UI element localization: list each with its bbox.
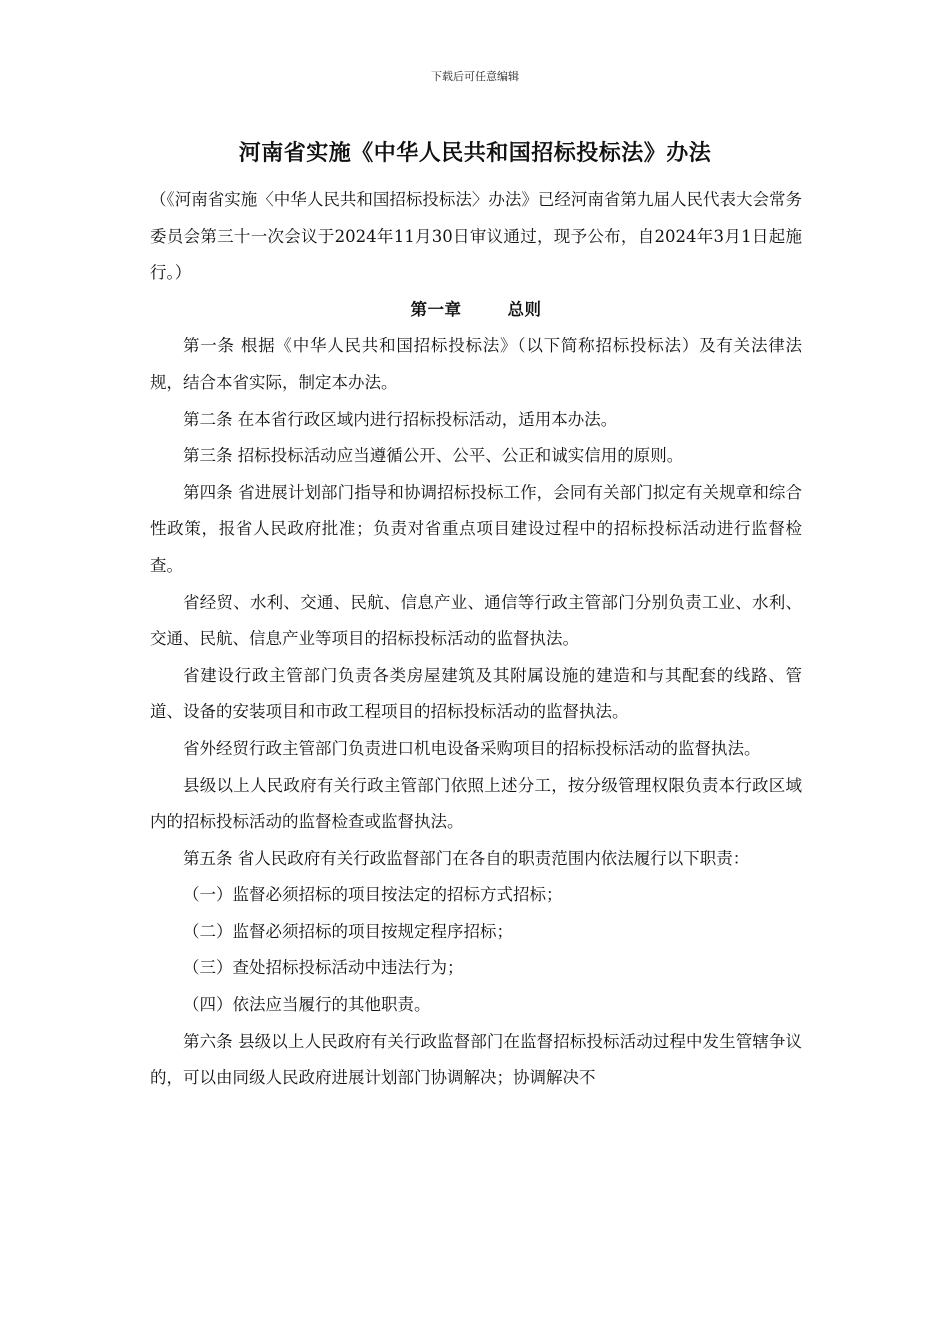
document-body bbox=[150, 182, 802, 1097]
article-4-paragraph-4: 省外经贸行政主管部门负责进口机电设备采购项目的招标投标活动的监督执法。 bbox=[183, 738, 761, 758]
chapter-heading bbox=[150, 292, 802, 329]
header-note: 下载后可任意编辑 bbox=[431, 70, 519, 83]
article-4-paragraph-5: 县级以上人民政府有关行政主管部门依照上述分工，按分级管理权限负责本行政区域内的招标投标活动的监督检查或监督执法。 bbox=[150, 775, 802, 832]
article-6: 第六条 县级以上人民政府有关行政监督部门在监督招标投标活动过程中发生管辖争议的，可以由同级人民政府进展计划部门协调解决；协调解决不 bbox=[150, 1031, 802, 1088]
preamble: （《河南省实施〈中华人民共和国招标投标法〉办法》已经河南省第九届人民代表大会常务委员会第三十一次会议于2024年11月30日审议通过，现予公布，自2024年3月1日起施行。） bbox=[150, 190, 802, 283]
chapter-name: 总则 bbox=[507, 299, 542, 319]
article-1: 第一条 根据《中华人民共和国招标投标法》（以下简称招标投标法）及有关法律法规，结合本省实际，制定本办法。 bbox=[150, 336, 802, 392]
document-title: 河南省实施《中华人民共和国招标投标法》办法 bbox=[238, 140, 712, 166]
chapter-number: 第一章 bbox=[410, 299, 462, 319]
article-3: 第三条 招标投标活动应当遵循公开、公平、公正和诚实信用的原则。 bbox=[183, 446, 684, 466]
article-5: 第五条 省人民政府有关行政监督部门在各自的职责范围内依法履行以下职责： bbox=[183, 848, 750, 868]
article-5-item-3: （三）查处招标投标活动中违法行为； bbox=[183, 958, 464, 978]
article-5-item-4: （四）依法应当履行的其他职责。 bbox=[183, 995, 431, 1015]
article-5-item-1: （一）监督必须招标的项目按法定的招标方式招标； bbox=[183, 885, 563, 905]
article-2: 第二条 在本省行政区域内进行招标投标活动，适用本办法。 bbox=[183, 409, 618, 429]
article-5-item-2: （二）监督必须招标的项目按规定程序招标； bbox=[183, 921, 513, 941]
article-4: 第四条 省进展计划部门指导和协调招标投标工作，会同有关部门拟定有关规章和综合性政策，报省人民政府批准；负责对省重点项目建设过程中的招标投标活动进行监督检查。 bbox=[150, 482, 802, 575]
article-4-paragraph-3: 省建设行政主管部门负责各类房屋建筑及其附属设施的建造和与其配套的线路、管道、设备的安装项目和市政工程项目的招标投标活动的监督执法。 bbox=[150, 665, 802, 722]
article-4-paragraph-2: 省经贸、水利、交通、民航、信息产业、通信等行政主管部门分别负责工业、水利、交通、民航、信息产业等项目的招标投标活动的监督执法。 bbox=[150, 592, 802, 649]
